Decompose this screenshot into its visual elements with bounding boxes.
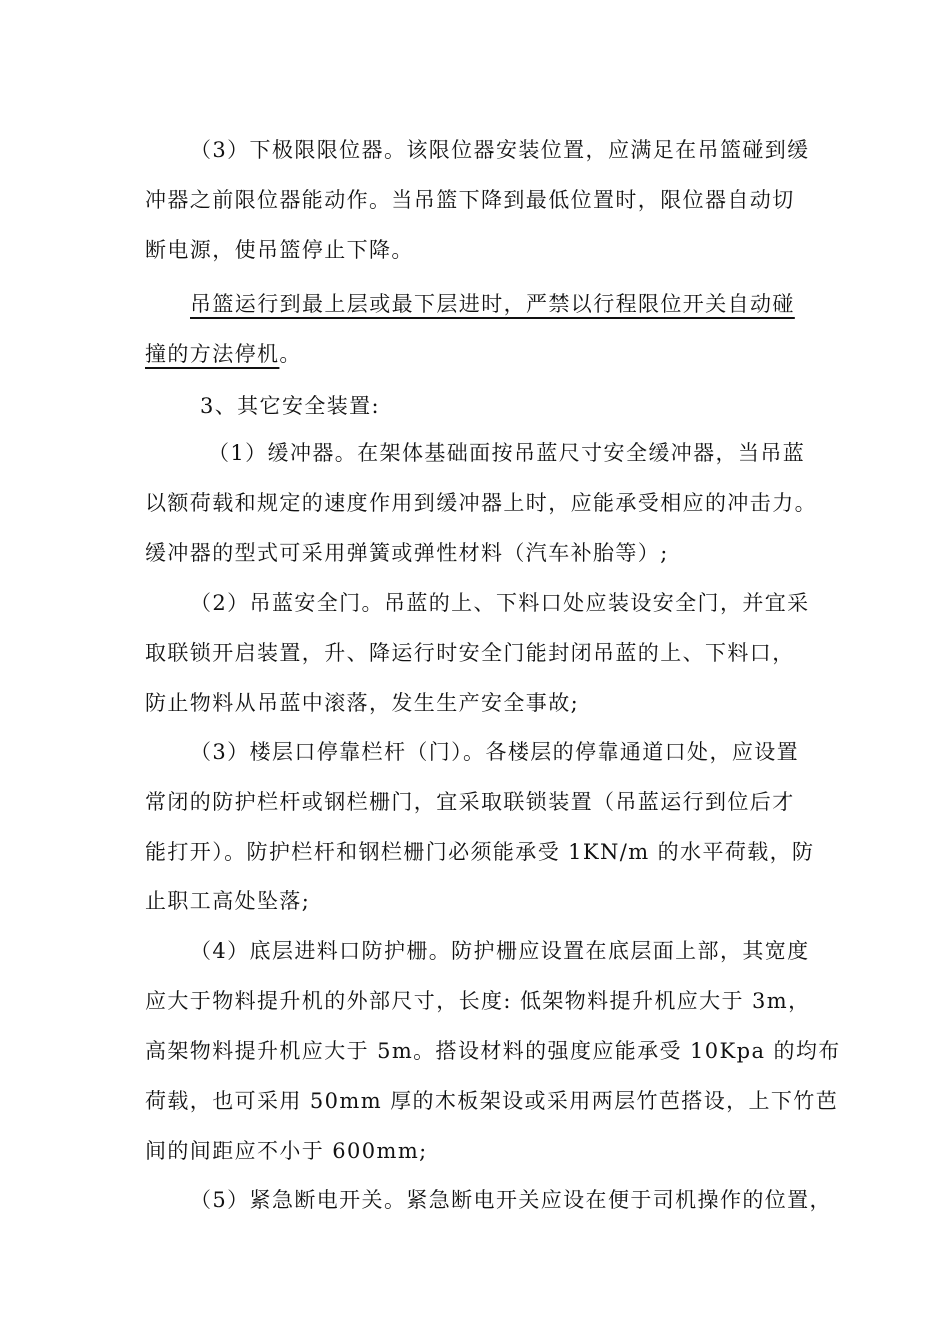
paragraph-line: 防止物料从吊蓝中滚落，发生生产安全事故; [145,691,580,715]
paragraph-line: 常闭的防护栏杆或钢栏栅门，宜采取联锁装置（吊蓝运行到位后才 [145,790,795,814]
underlined-line-end [145,340,302,368]
section-heading: 3、其它安全装置: [200,394,381,418]
paragraph-line: 冲器之前限位器能动作。当吊篮下降到最低位置时，限位器自动切 [145,188,795,212]
paragraph-line: 能打开）。防护栏杆和钢栏栅门必须能承受 1KN/m 的水平荷载，防 [145,840,815,864]
paragraph-line: 以额荷载和规定的速度作用到缓冲器上时，应能承受相应的冲击力。 [145,491,817,515]
paragraph-line: （3）楼层口停靠栏杆（门）。各楼层的停靠通道口处，应设置 [190,740,800,764]
period: 。 [279,342,302,366]
underlined-line: 吊篮运行到最上层或最下层进时，严禁以行程限位开关自动碰 [190,292,795,316]
paragraph-line: 缓冲器的型式可采用弹簧或弹性材料（汽车补胎等）; [145,541,669,565]
paragraph-line: （2）吊蓝安全门。吊蓝的上、下料口处应装设安全门，并宜采 [190,591,810,615]
paragraph-line: （1）缓冲器。在架体基础面按吊蓝尺寸安全缓冲器，当吊蓝 [208,441,806,465]
paragraph-line: 止职工高处坠落; [145,889,311,913]
paragraph-line: （5）紧急断电开关。紧急断电开关应设在便于司机操作的位置， [190,1188,832,1212]
paragraph-line: 断电源，使吊篮停止下降。 [145,238,414,262]
paragraph-line: （3）下极限限位器。该限位器安装位置，应满足在吊篮碰到缓 [190,138,810,162]
paragraph-line: （4）底层进料口防护栅。防护栅应设置在底层面上部，其宽度 [190,939,810,963]
paragraph-line: 取联锁开启装置，升、降运行时安全门能封闭吊蓝的上、下料口， [145,641,795,665]
paragraph-line: 高架物料提升机应大于 5m。搭设材料的强度应能承受 10Kpa 的均布 [145,1039,841,1063]
paragraph-line: 应大于物料提升机的外部尺寸，长度: 低架物料提升机应大于 3m， [145,989,811,1013]
underlined-text: 撞的方法停机 [145,342,280,366]
paragraph-line: 间的间距应不小于 600mm; [145,1139,428,1163]
paragraph-line: 荷载，也可采用 50mm 厚的木板架设或采用两层竹芭搭设，上下竹芭 [145,1089,839,1113]
